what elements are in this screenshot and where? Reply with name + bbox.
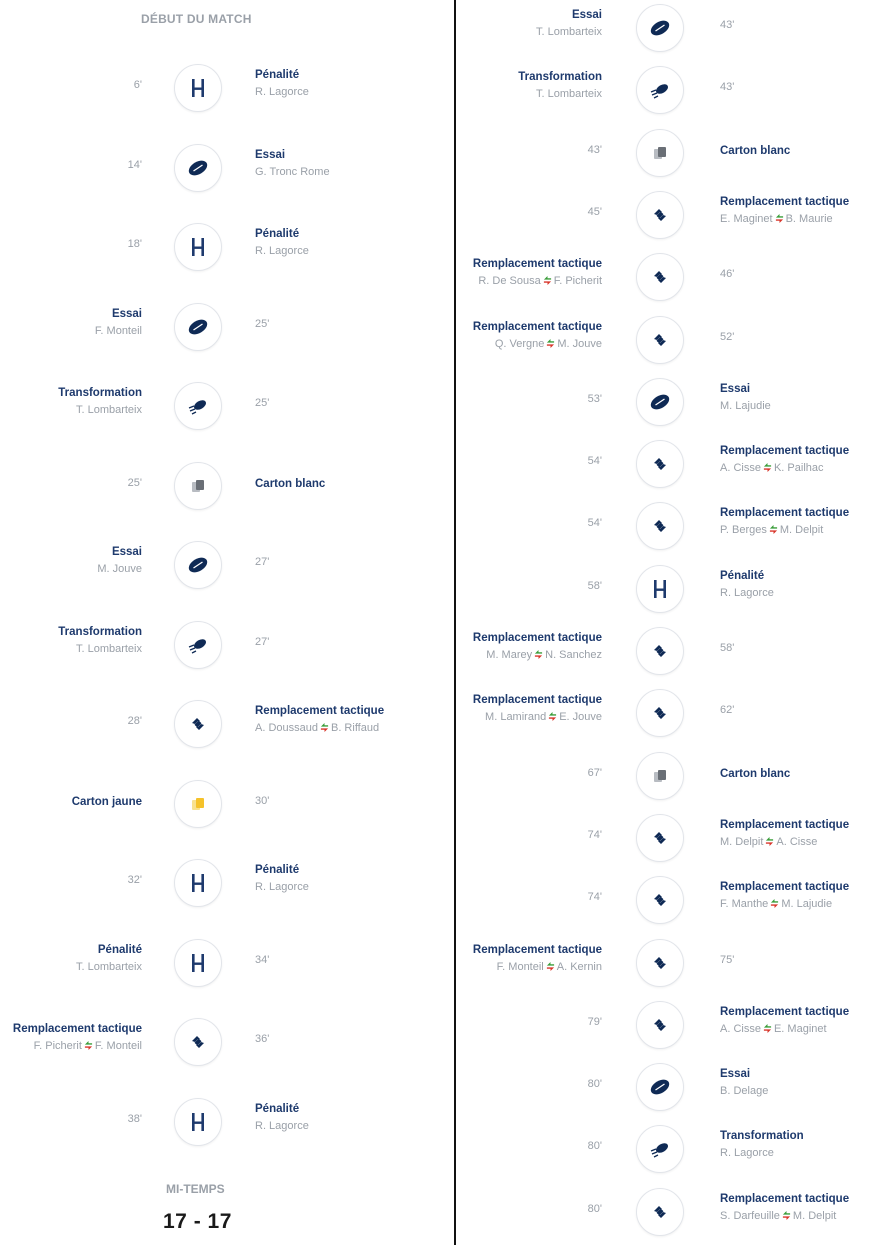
event-players: [95, 323, 142, 340]
event-icon-circle: [636, 316, 684, 364]
event-type-penalite: Pénalité: [720, 569, 765, 582]
player-name: B. Delage: [720, 1085, 769, 1098]
player-name: R. De Sousa: [478, 275, 541, 288]
timeline-event: [0, 60, 455, 114]
event-icon-circle: [636, 814, 684, 862]
event-icon-circle: [636, 129, 684, 177]
event-details: [720, 817, 849, 851]
player-name: N. Sanchez: [545, 649, 602, 661]
event-details: [720, 879, 849, 913]
player-name: R. Lagorce: [255, 245, 309, 257]
player-name: P. Berges: [720, 524, 767, 537]
timeline-event: [456, 498, 880, 552]
event-details: [58, 385, 142, 419]
player-name: B. Riffaud: [330, 722, 380, 734]
event-minute: 18': [127, 238, 142, 250]
event-details: [536, 7, 602, 41]
event-type-remplacement-tactique: Remplacement tactique: [720, 445, 850, 458]
timeline-event: [0, 855, 455, 909]
player-name: A. Cisse: [776, 835, 818, 848]
player-name: E. Jouve: [559, 711, 602, 724]
event-details: [473, 256, 602, 290]
event-minute: 53': [587, 392, 602, 405]
swap-arrows-icon: [769, 525, 778, 534]
event-players: [255, 243, 309, 260]
swap-arrows-icon: [548, 712, 557, 721]
event-players: [720, 1021, 849, 1038]
event-minute: 74': [587, 891, 602, 904]
event-details: [720, 766, 790, 783]
event-details: [58, 624, 142, 658]
swap-arrows-icon: [775, 214, 784, 223]
event-details: [720, 443, 849, 477]
event-minute: 43': [587, 143, 602, 156]
event-players: [720, 1083, 768, 1100]
player-name: M. Lajudie: [720, 399, 771, 412]
event-players: [720, 460, 849, 477]
event-type-essai: Essai: [571, 9, 602, 21]
event-details: [720, 568, 774, 602]
timeline-event: [456, 561, 880, 615]
swap-arrows-icon: [782, 1211, 791, 1220]
timeline-event: [456, 623, 880, 677]
event-type-remplacement-tactique: Remplacement tactique: [255, 705, 385, 717]
timeline-event: [456, 312, 880, 366]
event-details: [72, 794, 142, 811]
event-details: [255, 1101, 309, 1135]
player-name: F. Picherit: [33, 1040, 82, 1052]
event-players: [720, 1208, 849, 1225]
event-icon-circle: [174, 700, 222, 748]
timeline-event: [456, 0, 880, 54]
event-icon-circle: [174, 144, 222, 192]
event-details: [720, 1004, 849, 1038]
player-name: F. Monteil: [94, 1040, 142, 1052]
event-minute: 80': [587, 1140, 602, 1153]
event-icon-circle: [636, 1188, 684, 1236]
player-name: F. Monteil: [94, 324, 142, 337]
timeline-event: [456, 187, 880, 241]
event-players: [720, 398, 771, 415]
event-minute: 27': [255, 556, 270, 568]
player-name: T. Lombarteix: [535, 88, 602, 101]
timeline-event: [456, 748, 880, 802]
event-icon-circle: [636, 502, 684, 550]
player-name: M. Jouve: [557, 337, 602, 350]
event-details: [720, 1066, 768, 1100]
player-name: F. Monteil: [496, 960, 544, 973]
event-details: [255, 147, 330, 181]
event-details: [255, 862, 309, 896]
event-details: [720, 1128, 804, 1162]
player-name: M. Delpit: [720, 835, 764, 848]
event-players: [255, 720, 384, 737]
event-players: [97, 561, 142, 578]
swap-arrows-icon: [763, 1024, 772, 1033]
swap-arrows-icon: [546, 962, 555, 971]
event-players: [720, 1145, 804, 1162]
event-minute: 54': [587, 455, 602, 468]
player-name: E. Maginet: [720, 212, 773, 225]
timeline-event: [456, 436, 880, 490]
timeline-event: [0, 776, 455, 830]
event-icon-circle: [174, 621, 222, 669]
event-players: [720, 834, 849, 851]
event-type-penalite: Pénalité: [97, 943, 142, 956]
player-name: T. Lombarteix: [75, 960, 142, 973]
timeline-event: [0, 537, 455, 591]
event-players: [473, 647, 602, 664]
player-name: F. Picherit: [553, 275, 602, 288]
event-minute: 43': [720, 81, 735, 94]
event-players: [720, 211, 849, 228]
event-icon-circle: [174, 939, 222, 987]
event-type-carton-blanc: Carton blanc: [720, 144, 791, 157]
event-players: [255, 879, 309, 896]
event-minute: 75': [720, 953, 735, 966]
event-minute: 28': [127, 715, 142, 727]
event-details: [473, 319, 602, 353]
event-minute: 34': [255, 953, 270, 966]
event-icon-circle: [636, 752, 684, 800]
event-minute: 80': [587, 1202, 602, 1215]
event-details: [255, 703, 384, 737]
swap-arrows-icon: [765, 837, 774, 846]
event-players: [255, 84, 309, 101]
event-type-penalite: Pénalité: [255, 1102, 300, 1115]
event-minute: 52': [720, 330, 735, 343]
second-half-timeline: [456, 0, 880, 1245]
player-name: A. Doussaud: [255, 722, 318, 734]
event-details: [473, 942, 602, 976]
event-players: [720, 522, 849, 539]
player-name: R. Lagorce: [255, 1119, 309, 1132]
event-players: [473, 273, 602, 290]
match-start-label: DÉBUT DU MATCH: [141, 12, 252, 26]
player-name: M. Lajudie: [781, 898, 833, 911]
player-name: M. Marey: [486, 649, 533, 661]
player-name: R. Lagorce: [720, 586, 774, 599]
event-details: [255, 476, 325, 493]
event-type-carton-blanc: Carton blanc: [720, 767, 791, 780]
event-type-essai: Essai: [255, 148, 286, 161]
timeline-event: [0, 696, 455, 750]
event-icon-circle: [636, 689, 684, 737]
event-players: [518, 86, 602, 103]
event-details: [518, 69, 602, 103]
event-type-penalite: Pénalité: [255, 228, 300, 240]
swap-arrows-icon: [543, 276, 552, 285]
event-minute: 14': [127, 158, 142, 171]
event-icon-circle: [636, 1125, 684, 1173]
halftime-score: 17 - 17: [163, 1210, 232, 1233]
player-name: E. Maginet: [773, 1022, 827, 1035]
event-minute: 62': [720, 704, 735, 717]
halftime-label: MI-TEMPS: [166, 1182, 225, 1196]
event-details: [720, 194, 849, 228]
timeline-event: [0, 1094, 455, 1148]
event-details: [97, 544, 142, 578]
event-icon-circle: [636, 4, 684, 52]
event-type-remplacement-tactique: Remplacement tactique: [472, 943, 602, 956]
swap-arrows-icon: [534, 650, 543, 659]
event-type-essai: Essai: [111, 546, 142, 558]
event-icon-circle: [636, 253, 684, 301]
event-minute: 27': [255, 635, 270, 648]
event-minute: 25': [127, 476, 142, 489]
event-minute: 38': [127, 1112, 142, 1125]
event-minute: 54': [587, 517, 602, 530]
event-icon-circle: [174, 223, 222, 271]
event-type-remplacement-tactique: Remplacement tactique: [12, 1023, 142, 1035]
timeline-event: [456, 997, 880, 1051]
event-icon-circle: [636, 440, 684, 488]
event-minute: 67': [587, 766, 602, 779]
event-players: [13, 1038, 142, 1055]
event-type-penalite: Pénalité: [255, 864, 300, 876]
swap-arrows-icon: [770, 899, 779, 908]
event-minute: 58': [720, 642, 735, 654]
player-name: T. Lombarteix: [75, 642, 142, 655]
player-name: M. Delpit: [779, 524, 824, 537]
event-icon-circle: [636, 876, 684, 924]
event-type-remplacement-tactique: Remplacement tactique: [720, 1005, 850, 1018]
event-icon-circle: [174, 1098, 222, 1146]
player-name: M. Lamirand: [485, 711, 547, 724]
event-players: [58, 641, 142, 658]
player-name: M. Delpit: [792, 1209, 837, 1222]
event-icon-circle: [636, 627, 684, 675]
player-name: S. Darfeuille: [720, 1209, 780, 1222]
timeline-event: [0, 617, 455, 671]
event-type-carton-jaune: Carton jaune: [71, 795, 142, 808]
event-icon-circle: [636, 939, 684, 987]
event-minute: 74': [587, 828, 602, 841]
timeline-event: [456, 1121, 880, 1175]
event-minute: 45': [587, 205, 602, 218]
event-type-penalite: Pénalité: [255, 69, 300, 81]
event-players: [255, 164, 330, 181]
event-minute: 36': [255, 1033, 270, 1045]
timeline-event: [456, 1184, 880, 1238]
event-type-remplacement-tactique: Remplacement tactique: [472, 258, 602, 271]
event-type-transformation: Transformation: [58, 387, 142, 399]
event-players: [76, 959, 142, 976]
event-minute: 25': [255, 397, 270, 409]
timeline-event: [456, 810, 880, 864]
player-name: R. Lagorce: [720, 1147, 774, 1160]
event-type-remplacement-tactique: Remplacement tactique: [720, 507, 850, 520]
event-players: [473, 336, 602, 353]
event-icon-circle: [174, 859, 222, 907]
event-details: [720, 1191, 849, 1225]
timeline-event: [0, 1014, 455, 1068]
event-minute: 46': [720, 268, 735, 281]
player-name: T. Lombarteix: [75, 404, 142, 416]
player-name: A. Kernin: [556, 960, 602, 973]
player-name: R. Lagorce: [255, 881, 309, 893]
event-type-transformation: Transformation: [58, 625, 142, 638]
event-icon-circle: [636, 565, 684, 613]
event-icon-circle: [174, 541, 222, 589]
event-players: [720, 896, 849, 913]
player-name: M. Jouve: [97, 563, 142, 575]
event-minute: 79': [587, 1015, 602, 1028]
event-players: [720, 585, 774, 602]
event-players: [255, 1118, 309, 1135]
event-type-carton-blanc: Carton blanc: [255, 477, 326, 490]
timeline-event: [456, 125, 880, 179]
swap-arrows-icon: [763, 463, 772, 472]
event-type-remplacement-tactique: Remplacement tactique: [720, 195, 850, 208]
event-icon-circle: [174, 1018, 222, 1066]
event-type-remplacement-tactique: Remplacement tactique: [472, 694, 602, 707]
timeline-event: [0, 219, 455, 273]
event-minute: 32': [127, 874, 142, 886]
event-players: [536, 24, 602, 41]
event-icon-circle: [174, 303, 222, 351]
timeline-event: [0, 140, 455, 194]
event-details: [473, 630, 602, 664]
timeline-event: [456, 1059, 880, 1113]
event-icon-circle: [636, 1001, 684, 1049]
event-icon-circle: [174, 780, 222, 828]
event-type-remplacement-tactique: Remplacement tactique: [720, 818, 850, 831]
event-details: [720, 381, 771, 415]
event-icon-circle: [174, 382, 222, 430]
timeline-event: [456, 62, 880, 116]
player-name: K. Pailhac: [773, 462, 824, 475]
timeline-event: [0, 935, 455, 989]
swap-arrows-icon: [84, 1041, 93, 1050]
event-details: [720, 143, 790, 160]
event-icon-circle: [636, 66, 684, 114]
event-type-remplacement-tactique: Remplacement tactique: [472, 632, 602, 644]
event-type-remplacement-tactique: Remplacement tactique: [720, 1192, 850, 1205]
event-minute: 25': [255, 317, 270, 330]
event-icon-circle: [174, 64, 222, 112]
timeline-event: [456, 935, 880, 989]
event-minute: 6': [133, 79, 142, 91]
event-minute: 43': [720, 19, 735, 31]
event-minute: 80': [587, 1078, 602, 1091]
event-minute: 30': [255, 794, 270, 807]
timeline-event: [0, 458, 455, 512]
event-players: [473, 959, 602, 976]
player-name: R. Lagorce: [255, 86, 309, 98]
event-type-essai: Essai: [720, 1068, 751, 1081]
event-minute: 58': [587, 579, 602, 592]
event-type-remplacement-tactique: Remplacement tactique: [472, 320, 602, 333]
player-name: A. Cisse: [720, 1022, 761, 1035]
event-details: [720, 505, 849, 539]
event-type-essai: Essai: [111, 307, 142, 320]
event-icon-circle: [636, 378, 684, 426]
player-name: F. Manthe: [720, 898, 769, 911]
timeline-event: [456, 249, 880, 303]
timeline-event: [0, 299, 455, 353]
swap-arrows-icon: [320, 723, 329, 732]
event-details: [13, 1021, 142, 1055]
event-type-essai: Essai: [720, 382, 751, 395]
player-name: G. Tronc Rome: [255, 165, 330, 178]
event-details: [473, 692, 602, 726]
event-icon-circle: [174, 462, 222, 510]
event-icon-circle: [636, 1063, 684, 1111]
event-type-transformation: Transformation: [518, 71, 602, 84]
event-details: [95, 306, 142, 340]
player-name: A. Cisse: [720, 462, 761, 475]
swap-arrows-icon: [546, 339, 555, 348]
timeline-event: [0, 378, 455, 432]
event-players: [58, 402, 142, 419]
event-details: [255, 226, 309, 260]
timeline-event: [456, 872, 880, 926]
event-players: [473, 709, 602, 726]
event-type-transformation: Transformation: [720, 1130, 804, 1143]
event-details: [76, 942, 142, 976]
player-name: Q. Vergne: [494, 337, 545, 350]
event-type-remplacement-tactique: Remplacement tactique: [720, 881, 850, 894]
event-icon-circle: [636, 191, 684, 239]
timeline-event: [456, 374, 880, 428]
timeline-event: [456, 685, 880, 739]
event-details: [255, 67, 309, 101]
player-name: T. Lombarteix: [535, 26, 602, 38]
player-name: B. Maurie: [785, 212, 833, 225]
